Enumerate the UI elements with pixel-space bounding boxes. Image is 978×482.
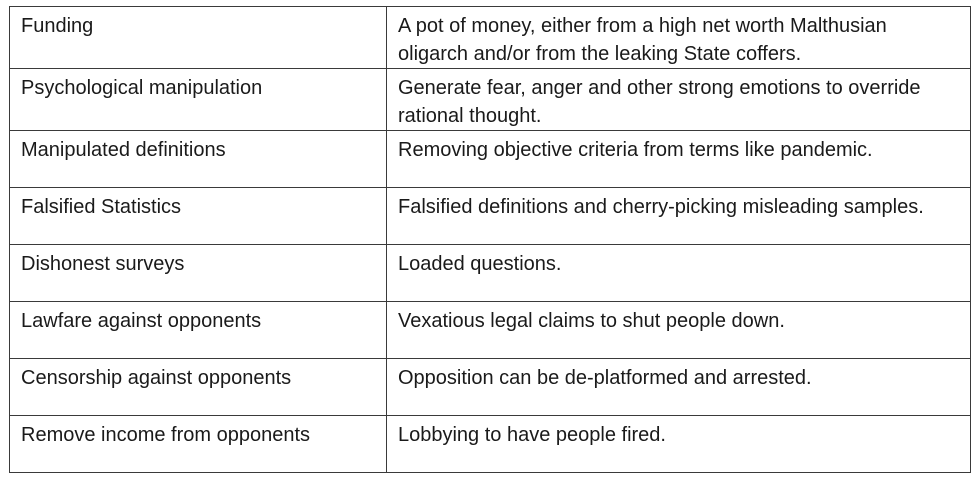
row-label: Manipulated definitions [10, 131, 387, 188]
row-description: Vexatious legal claims to shut people down. [387, 302, 971, 359]
table-row [10, 69, 971, 131]
row-description: Lobbying to have people fired. [387, 416, 971, 473]
table-row [10, 7, 971, 69]
table-row [10, 188, 971, 245]
row-label: Remove income from opponents [10, 416, 387, 473]
table-row [10, 359, 971, 416]
row-label: Psychological manipulation [10, 69, 387, 131]
row-description: A pot of money, either from a high net worth Malthusian oligarch and/or from the leaking State coffers. [387, 7, 971, 69]
tactics-table [9, 6, 971, 473]
row-label: Falsified Statistics [10, 188, 387, 245]
table-row [10, 245, 971, 302]
row-description: Opposition can be de-platformed and arrested. [387, 359, 971, 416]
row-label: Censorship against opponents [10, 359, 387, 416]
table-row [10, 302, 971, 359]
row-description: Removing objective criteria from terms like pandemic. [387, 131, 971, 188]
table-row [10, 131, 971, 188]
row-label: Lawfare against opponents [10, 302, 387, 359]
table-row [10, 416, 971, 473]
row-description: Generate fear, anger and other strong emotions to override rational thought. [387, 69, 971, 131]
row-label: Funding [10, 7, 387, 69]
table-body [10, 7, 971, 473]
row-description: Falsified definitions and cherry-picking misleading samples. [387, 188, 971, 245]
row-description: Loaded questions. [387, 245, 971, 302]
row-label: Dishonest surveys [10, 245, 387, 302]
